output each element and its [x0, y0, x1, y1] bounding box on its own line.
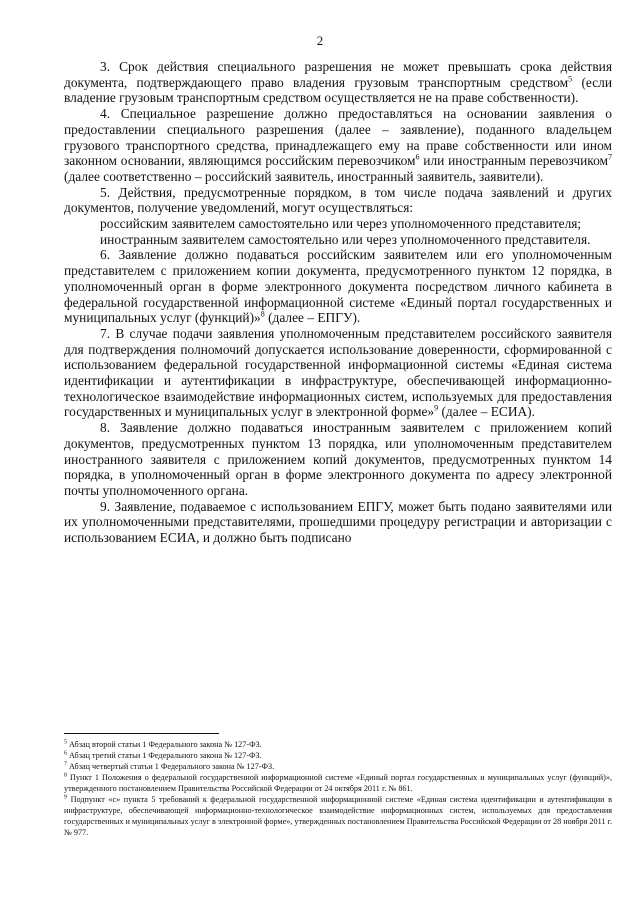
footnote: $^7$ Абзац четвертый статьи 1 Федерального закона № 127-ФЗ. [64, 761, 275, 771]
document-body [64, 59, 612, 546]
paragraph-5: 5. Действия, предусмотренные порядком, в том числе подача заявлений и других документов, получение уведомлений, могут осуществляться: [64, 184, 612, 216]
footnote-ref-6: 6 [415, 152, 420, 162]
paragraph-9: 9. Заявление, подаваемое с использованием ЕПГУ, может быть подано заявителями или их уполномоченными представителями, прошедшими процедуру регистрации и авторизации с использованием ЕСИА, и должно быть подписано [64, 498, 612, 546]
footnote: $^5$ Абзац второй статьи 1 Федерального закона № 127-ФЗ. [64, 739, 262, 749]
paragraph-5-item-foreign: иностранным заявителем самостоятельно или через уполномоченного представителя. [100, 231, 591, 247]
footnote: $^9$ Подпункт «с» пункта 5 требований к федеральной государственной информационной системе «Единая система идентификации и аутентификации в инфраструктуре, обеспечивающей информационно-технологическое взаимодействие информационных систем, используемых для предоставления государственных и муниципальных услуг в электронной форме», утвержденных постановлением Правительства Российской Федерации от 28 ноября 2011 г. № 977. [64, 794, 612, 837]
paragraph-4: 4. Специальное разрешение должно предоставляться на основании заявления о предоставлении специального разрешения (далее – заявление), поданного владельцем грузового транспортного средства, принадлежащего ему на праве собственности или ином законном основании, являющимся российским перевозчиком$^6$ или иностранным перевозчиком$^7$ (далее соответственно – российский заявитель, иностранный заявитель, заявители). [64, 106, 613, 184]
paragraph-7: 7. В случае подачи заявления уполномоченным представителем российского заявителя для подтверждения полномочий допускается использование доверенности, сформированной с использованием федеральной государственной информационной системы «Единая система идентификации и аутентификации в инфраструктуре, обеспечивающей информационно-технологическое взаимодействие информационных систем, используемых для предоставления государственных и муниципальных услуг в электронной форме»$^9$ (далее – ЕСИА). [64, 325, 612, 420]
footnote: $^8$ Пункт 1 Положения о федеральной государственной информационной системе «Единый портал государственных и муниципальных услуг (функций)», утвержденного постановлением Правительства Российской Федерации от 24 октября 2011 г. № 861. [64, 772, 612, 793]
footnotes [64, 739, 612, 838]
footnote-ref-8: 8 [260, 309, 265, 319]
page-number: 2 [316, 33, 324, 48]
paragraph-3: 3. Срок действия специального разрешения не может превышать срока действия документа, подтверждающего право владения грузовым транспортным средством$^5$ (если владение грузовым транспортным средством осуществляется не на праве собственности). [64, 59, 612, 106]
paragraph-6: 6. Заявление должно подаваться российским заявителем или его уполномоченным представителем с приложением копии документа, предусмотренного пунктом 12 порядка, в уполномоченный орган в форме электронного документа посредством личного кабинета в федеральной государственной информационной системе «Единый портал государственных и муниципальных услуг (функций)»$^8$ (далее – ЕПГУ). [64, 247, 612, 326]
footnote-ref-7: 7 [608, 152, 613, 162]
footnote: $^6$ Абзац третий статьи 1 Федерального закона № 127-ФЗ. [64, 750, 262, 760]
footnote-ref-5: 5 [568, 74, 573, 84]
footnote-separator [64, 733, 219, 734]
paragraph-8: 8. Заявление должно подаваться иностранным заявителем с приложением копий документов, предусмотренных пунктом 13 порядка, или уполномоченным представителем иностранного заявителя с приложением копий документов, предусмотренных пунктом 14 порядка, в уполномоченный орган в форме электронного документа по адресу электронной почты уполномоченного органа. [64, 420, 612, 498]
paragraph-5-item-russian: российским заявителем самостоятельно или через уполномоченного представителя; [100, 216, 582, 232]
footnote-ref-9: 9 [434, 404, 439, 413]
